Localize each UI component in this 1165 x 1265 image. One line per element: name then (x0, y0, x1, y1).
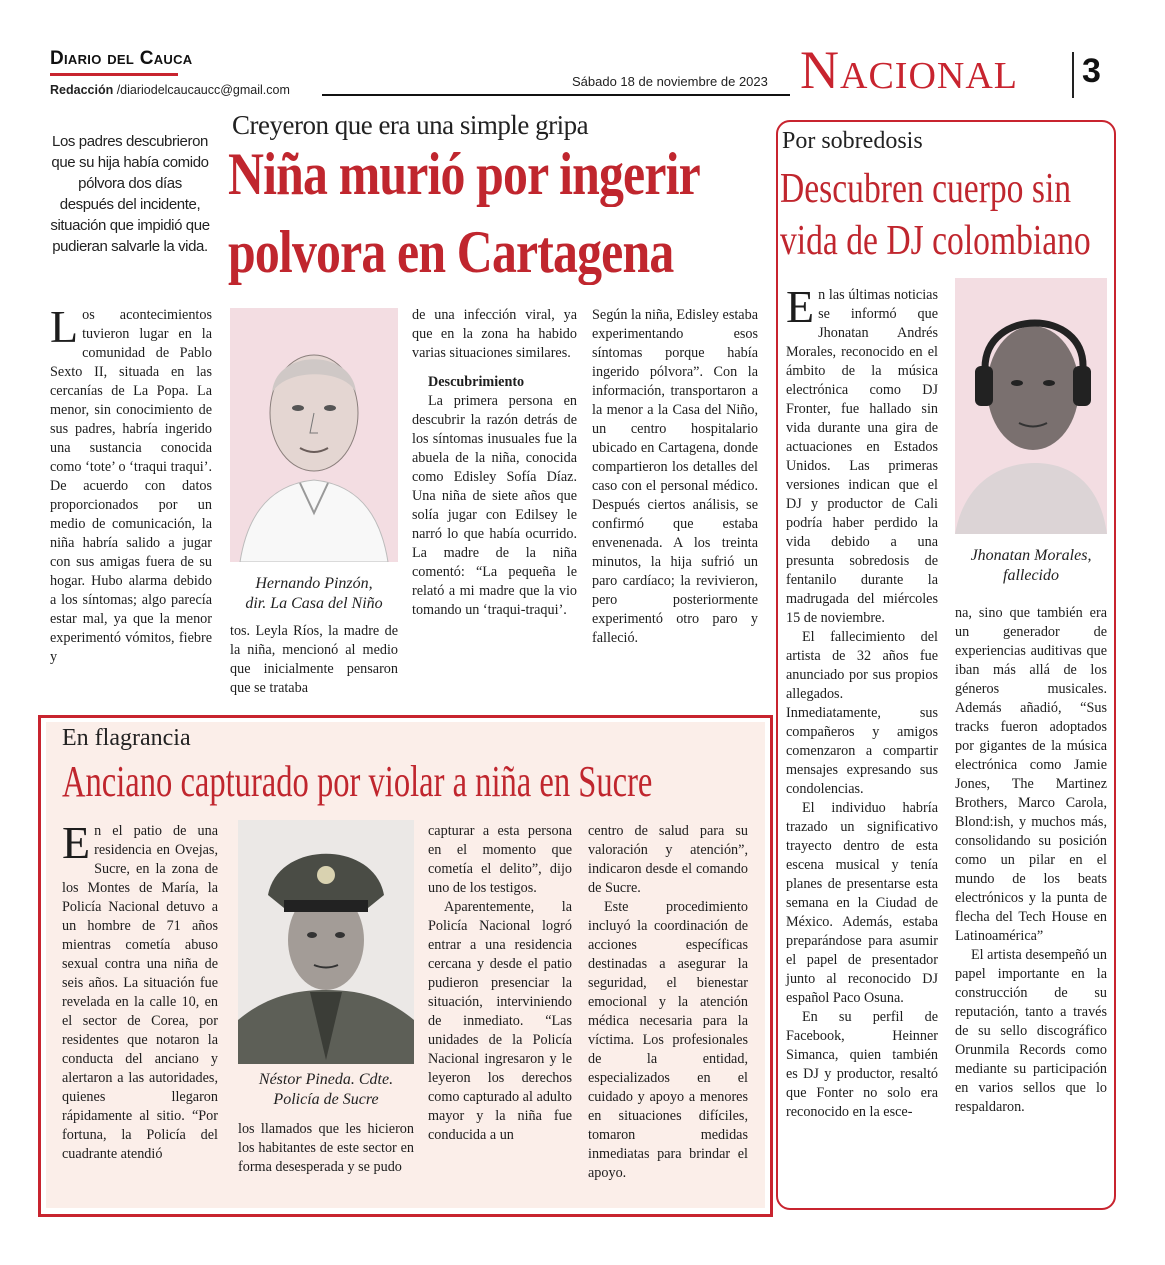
paragraph: El fallecimiento del artista de 32 años fue anunciado por sus propios allegados. Inmediatamente, sus compañeros y amigos comenzaron a compartir mensajes expresando sus condolencias. (786, 629, 938, 797)
masthead-underline (50, 73, 178, 76)
caption-line: Policía de Sucre (273, 1091, 379, 1108)
caption-line: dir. La Casa del Niño (245, 595, 383, 612)
paragraph: capturar a esta persona en el momento que cometía el delito”, dijo uno de los testigos. (428, 823, 572, 896)
section-divider (1072, 52, 1074, 98)
caption-line: fallecido (1003, 567, 1059, 584)
sucre-column-3 (428, 822, 572, 1145)
redaccion-label: Redacción (50, 83, 114, 97)
main-headline-line2: polvora en Cartagena (228, 219, 674, 285)
paragraph: Este procedimiento incluyó la coordinación de acciones específicas destinadas a asegurar la seguridad, el bienestar emocional y la atención médica necesaria para la víctima. Los profesionales de la entidad, especializados en el cuidado y apoyo a menores en situaciones difíciles, tomaron medidas inmediatas para brindar el apoyo. (588, 899, 748, 1181)
main-headline-line1: Niña murió por ingerir (228, 141, 700, 207)
sucre-column-2-bottom: los llamados que les hicieron los habitantes de este sector en forma desesperada y se pudo (238, 1121, 414, 1175)
paragraph: de una infección viral, ya que en la zona ha habido varias situaciones similares. (412, 307, 577, 361)
main-col1-text: os acontecimientos tuvieron lugar en la comunidad de Pablo Sexto II, situada en las cercanías de La Popa. La menor, sin conocimiento de sus padres, habría ingerido una sustancia conocida como ‘tote’ o ‘traqui traqui’. De acuerdo con datos proporcionados por un medio de comunicación, la niña habría salido a jugar con sus amigas fuera de su hogar. Hubo alarma debido a los síntomas; algo parecía estar mal, ya que la menor experimentó vómitos, fiebre y (50, 307, 212, 665)
main-column-4: Según la niña, Edisley estaba experimentando esos síntomas porque había ingerido pólvora”. Con la información, transportaron a la menor a la Casa del Niño, un centro hospitalario ubicado en Cartagena, donde compartieron los detalles del caso con el personal médico. Después ciertos análisis, se confirmó que estaba envenenada. A los treinta minutos, la hija sufrió un paro cardíaco; la revivieron, pero posteriormente experimentó otro paro y falleció. (592, 307, 758, 646)
photo-hernando-pinzon (230, 308, 398, 562)
caption-nestor (238, 1070, 414, 1110)
header-rule (322, 94, 790, 96)
main-column-3 (412, 306, 577, 620)
caption-line: Hernando Pinzón, (255, 575, 373, 592)
paragraph: La primera persona en descubrir la razón detrás de los síntomas inusuales fue la abuela de la niña, conocida como Edisley Sofía Díaz. Una niña de siete años que solía jugar con Edilsey le narró lo que había ocurrido. La madre de la niña comentó: “La pequeña le relató a mi madre que la vio tomando un ‘traqui-traqui’. (412, 393, 577, 618)
sucre-kicker: En flagrancia (62, 725, 191, 751)
main-kicker: Creyeron que era una simple gripa (232, 110, 589, 140)
dropcap: E (62, 817, 91, 868)
sucre-column-4 (588, 822, 748, 1183)
paragraph: El artista desempeñó un papel importante en la construcción de su reputación, tanto a través de su sello discográfico Orunmila Records como mediante su participación en varios sellos que lo respaldaron. (955, 947, 1107, 1115)
masthead-logo: Diario del Cauca (50, 48, 193, 69)
issue-date: Sábado 18 de noviembre de 2023 (572, 74, 768, 89)
dj-headline-line2: vida de DJ colombiano (780, 218, 1091, 264)
paragraph: Aparentemente, la Policía Nacional logró entrar a una residencia cercana y desde el patio pudieron presenciar la situación, interviniendo de inmediato. “Las unidades de la Policía Nacional ingresaron y le leyeron los derechos como capturado al adulto mayor y la niña fue conducida a un (428, 899, 572, 1143)
redaccion-email: /diariodelcaucaucc@gmail.com (113, 83, 290, 97)
caption-hernando (228, 574, 400, 614)
redaccion-line (50, 83, 290, 97)
pull-quote: Los padres descubrieron que su hija había comido pólvora dos días después del incidente, situación que impidió que pudieran salvarle la vida. (50, 133, 210, 255)
paragraph: En su perfil de Facebook, Heinner Simanca, quien también es DJ y productor, resaltó que Fonter no solo era reconocido en la esce- (786, 1009, 938, 1120)
paragraph: na, sino que también era un generador de experiencias auditivas que iban más allá de los géneros musicales. Además añadió, “Sus tracks fueron adoptados por gigantes de la música electrónica como Jamie Jones, The Martinez Brothers, Marco Carola, Blond:ish, y muchos más, consolidando su posición como un pilar en el mundo de los beats electrónicos y la punta de flecha del Tech House en Latinoamérica” (955, 605, 1107, 944)
sucre-column-1 (62, 817, 218, 1164)
dropcap: E (786, 281, 815, 332)
caption-line: Jhonatan Morales, (970, 547, 1092, 564)
portrait-man-icon (230, 308, 398, 562)
dj-headline-line1: Descubren cuerpo sin (780, 166, 1072, 212)
main-column-2-bottom: tos. Leyla Ríos, la madre de la niña, mencionó al medio que inicialmente pensaron que se trataba (230, 623, 398, 696)
section-title: Nacional (800, 40, 1018, 100)
page-number: 3 (1082, 52, 1101, 90)
photo-jhonatan-morales (955, 278, 1107, 534)
caption-jhonatan (955, 546, 1107, 586)
sucre-headline: Anciano capturado por violar a niña en Sucre (62, 757, 653, 806)
portrait-police-icon (238, 820, 414, 1064)
paragraph: El individuo habría trazado un significativo trayecto dentro de esta escena musical y tenía planes de presentarse esta semana en la Ciudad de México. Además, estaba preparándose para asumir el papel de presentador junto al reconocido DJ español Paco Osuna. (786, 800, 938, 1006)
main-column-1 (50, 301, 212, 667)
dropcap: L (50, 301, 79, 352)
photo-nestor-pineda (238, 820, 414, 1064)
dj-column-2 (955, 604, 1107, 1117)
subhead-descubrimiento: Descubrimiento (428, 374, 525, 390)
paragraph: n el patio de una residencia en Ovejas, Sucre, en la zona de los Montes de María, la Policía Nacional detuvo a un hombre de 71 años mientras cometía abuso sexual contra una niña de seis años. La situación fue revelada en la calle 10, en el sector de Corea, por residentes que notaron la conducta del anciano y alertaron a las autoridades, quienes llegaron rápidamente al sitio. “Por fortuna, la Policía del cuadrante atendió (62, 823, 218, 1162)
caption-line: Néstor Pineda. Cdte. (258, 1071, 394, 1088)
dj-column-1 (786, 281, 938, 1122)
paragraph: centro de salud para su valoración y atención”, indicaron desde el comando de Sucre. (588, 823, 748, 896)
portrait-dj-icon (955, 278, 1107, 534)
dj-kicker: Por sobredosis (782, 128, 923, 154)
paragraph: n las últimas noticias se informó que Jhonatan Andrés Morales, reconocido en el ámbito de la música electrónica como DJ Fronter, fue hallado sin vida durante una gira de actuaciones en Estados Unidos. Las primeras versiones indican que el DJ y productor de Cali podría haber perdido la vida debido a una presunta sobredosis de fentanilo durante la madrugada del miércoles 15 de noviembre. (786, 287, 938, 626)
